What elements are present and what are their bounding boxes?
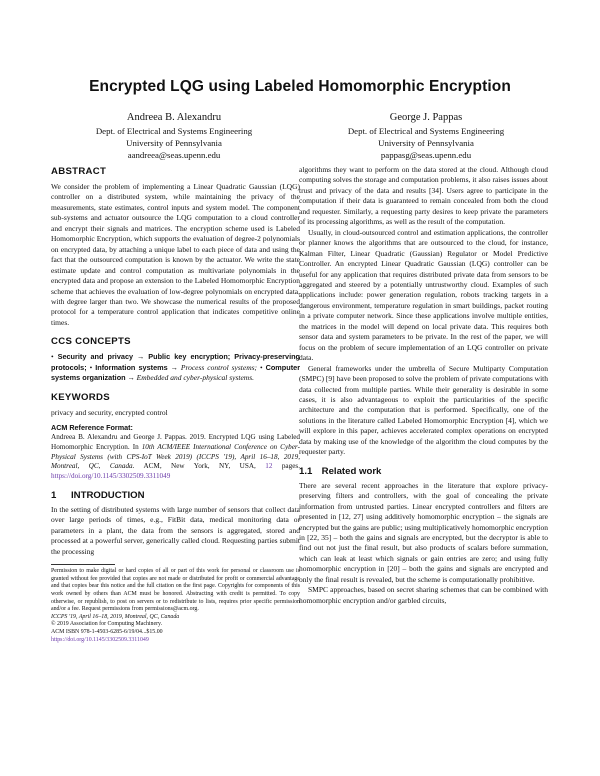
author-univ: University of Pennsylvania: [378, 138, 474, 148]
intro-paragraph-2: Usually, in cloud-outsourced control and estimation applications, the controller or planner knows the algorithms that are outsourced to the cloud, for instance, Kalman Filter, Linear Quadratic (Gaussian) Regulator or Model Predictive Controller. An encrypted Linear Quadratic Gaussian (LQG) controller can be useful for any application that requires distributed private data from sensors to be aggregated and steered by a potentially untrustworthy cloud. Examples of such applications include: power generation regulation, robots tracking targets in a dangerous environment, temperature regulation in smart buildings, packet routing in a private computer network. Since these applications involve multiple entities, the matrices in the model will depend on local private data. This requires both sensor data and system parameters to be private. In the rest of the paper, we will focus on the problem of secure implementation of an LQG controller on private data.: [299, 227, 548, 363]
permission-notice: Permission to make digital or hard copies of all or part of this work for personal or classroom use is granted without fee provided that copies are not made or distributed for profit or commercial advantage and that copies bear this notice and the full citation on the first page. Copyrights for components of this work owned by others than ACM must be honored. Abstracting with credit is permitted. To copy otherwise, or republish, to post on servers or to redistribute to lists, requires prior specific permission and/or a fee. Request permissions from permissions@acm.org.: [51, 568, 300, 613]
intro-paragraph: In the setting of distributed systems with large number of sensors that collect data over large periods of times, e.g., FitBit data, medical monitoring data or parameters in a plant, the data from the sensors is aggregated, stored and processed at a powerful server, generically called cloud. Requesting parties submit the processing: [51, 505, 300, 556]
section-1-heading: 1 INTRODUCTION: [51, 490, 145, 501]
intro-paragraph-cont: algorithms they want to perform on the data stored at the cloud. Although cloud computing solves the storage and computation problems, it also raises issues about trust and privacy of the data and results [34]. Users agree to participate in the computation if their data is guaranteed to remain concealed from both the cloud and requester. Similarly, a requesting party desires to keep private the parameters of its processing algorithms, as well as the result of the computation.: [299, 165, 548, 227]
author-email: pappasg@seas.upenn.edu: [380, 150, 472, 160]
abstract-heading: ABSTRACT: [51, 166, 107, 177]
author-name: Andreea B. Alexandru: [126, 112, 222, 123]
author-univ: University of Pennsylvania: [126, 138, 222, 148]
paper-title: Encrypted LQG using Labeled Homomorphic Encryption: [89, 78, 511, 95]
author-name: George J. Pappas: [389, 112, 463, 123]
author-block-1: [44, 111, 304, 161]
keywords-text: privacy and security, encrypted control: [51, 407, 168, 417]
author-email: aandreea@seas.upenn.edu: [127, 150, 221, 160]
ccs-heading: CCS CONCEPTS: [51, 336, 131, 348]
author-block-2: [296, 111, 556, 161]
acm-ref-text: Andreea B. Alexandru and George J. Pappas. 2019. Encrypted LQG using Labeled Homomorphic Encryption. In 10th ACM/IEEE International Conference on Cyber-Physical Systems (with CPS-IoT Week 2019) (ICCPS '19), April 16–18, 2019, Montreal, QC, Canada. ACM, New York, NY, USA, 12 pages. https://doi.org/10.1145/3302509.3311049: [51, 433, 300, 481]
intro-paragraph-3: General frameworks under the umbrella of Secure Multiparty Computation (SMPC) [9] have been proposed to solve the problem of private computations with data collected from multiple parties. While their generality is desirable in some cases, it is also advantageous to exploit the particularities of the specific architecture and the computation that is performed. Specifically, one of the solutions in the literature called Labeled Homomorphic Encryption [4], which we will explore in this paper, achieves accelerated complex operations on encrypted data by making use of the knowledge of the algorithm the cloud computes by the requester party.: [299, 363, 548, 457]
author-dept: Dept. of Electrical and Systems Engineering: [95, 126, 253, 136]
abstract-text: We consider the problem of implementing a Linear Quadratic Gaussian (LQG) controller on a distributed system, while maintaining the privacy of the measurements, state estimates, control inputs and system model. The component sub-systems and actuator outsource the LQG computation to a cloud controller and encrypt their signals and matrices. The encryption scheme used is Labeled Homomorphic Encryption, which supports the evaluation of degree-2 polynomials on encrypted data, by attaching a unique label to each piece of data and using the fact that the outsourced computation is known by the actuator. We write the state estimate update and control computation as multivariate polynomials in the encrypted data and propose an extension to the Labeled Homomorphic Encryption scheme that achieves the evaluation of low-degree polynomials on encrypted data, with degree larger than two. We showcase the numerical results of the proposed protocol for a temperature control application that indicates competitive online times.: [51, 182, 300, 327]
related-work-paragraph-2: SMPC approaches, based on secret sharing schemes that can be combined with homomorphic encryption and/or garbled circuits,: [299, 585, 548, 605]
author-dept: Dept. of Electrical and Systems Engineering: [347, 126, 505, 136]
doi-link[interactable]: https://doi.org/10.1145/3302509.3311049: [51, 472, 171, 481]
right-column: [299, 165, 548, 606]
left-column: [51, 166, 300, 644]
pages-link[interactable]: 12: [265, 462, 273, 471]
section-1-1-heading: 1.1 Related work: [299, 465, 382, 477]
footnote-doi-link[interactable]: https://doi.org/10.1145/3302509.3311049: [51, 636, 149, 643]
conference-info: ICCPS '19, April 16–18, 2019, Montreal, QC, Canada © 2019 Association for Computing Machinery. ACM ISBN 978-1-4503-6285-6/19/04...$15.00 https://doi.org/10.1145/3302509.3311049: [51, 614, 300, 644]
footnote-rule: [51, 564, 115, 565]
related-work-paragraph-1: There are several recent approaches in the literature that explore privacy-preserving filters and controllers, with the goal of concealing the private information from untrusted parties. Linear encrypted controllers and filters are presented in [12, 27] using additively homomorphic encryption – the signals are encrypted but the gains are public; using multiplicatively homomorphic encryption in [22, 35] – both the gains and signals are encrypted, but the decryptor is able to find out not just the final result, but also products of scalars before summation, which can leak at least which signals or gain entries are zero; and using fully homomorphic encryption in [20] – both the gains and signals are encrypted and only the final result is revealed, but the scheme is computationally prohibitive.: [299, 480, 548, 584]
keywords-heading: KEYWORDS: [51, 391, 110, 403]
acm-ref-heading: ACM Reference Format:: [51, 423, 133, 433]
ccs-concepts: • Security and privacy → Public key encryption; Privacy-preserving protocols; • Information systems → Process control systems; • Computer systems organization → Embedded and cyber-physical systems.: [51, 352, 301, 383]
